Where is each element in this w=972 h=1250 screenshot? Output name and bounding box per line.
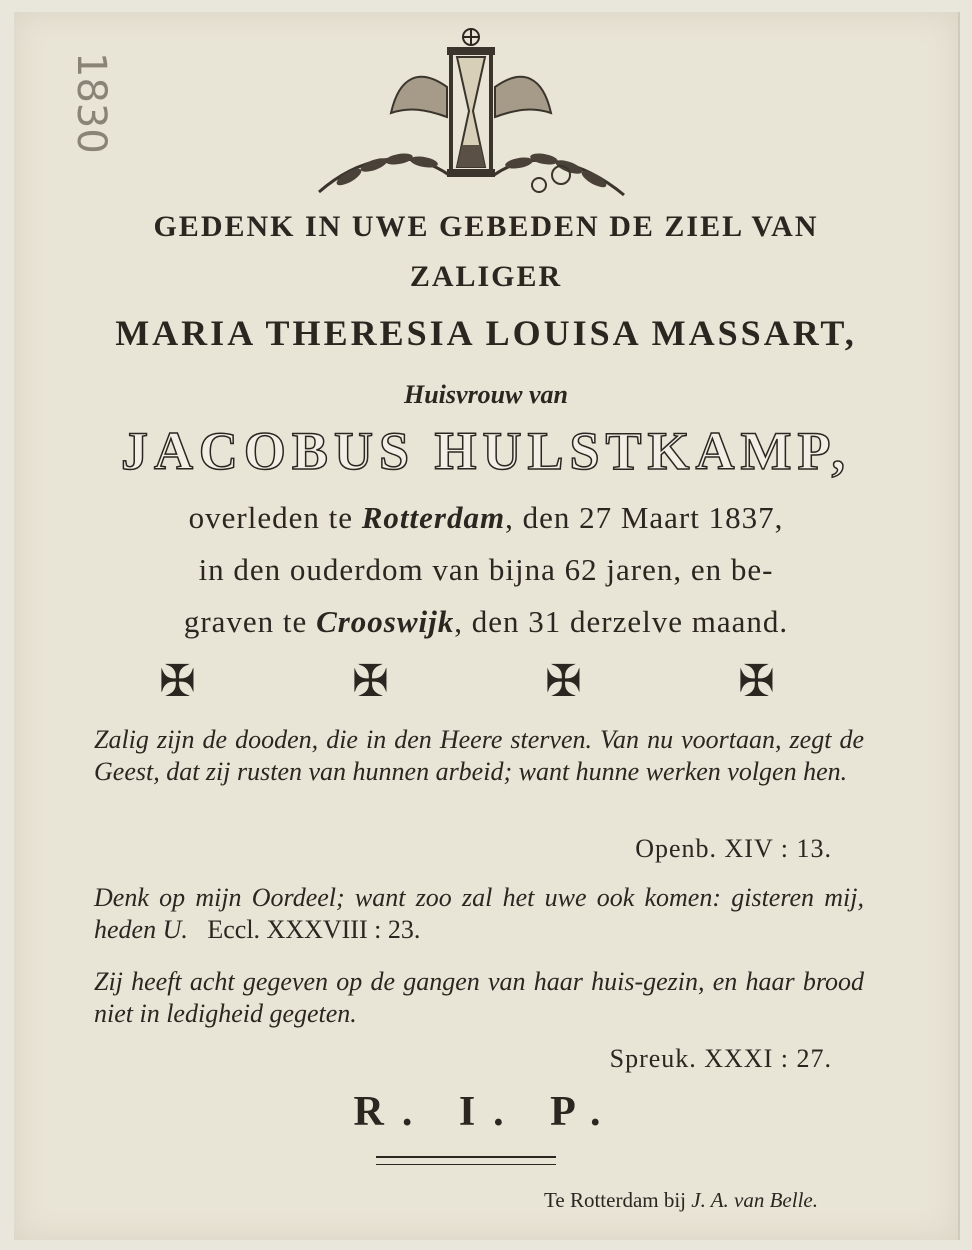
cross-icon: ✠	[159, 656, 196, 707]
scripture-quote-3: Zij heeft acht gegeven op de gangen van haar huis-gezin, en haar brood niet in ledigheid gegeten.	[94, 967, 864, 1028]
winged-hourglass-emblem	[299, 17, 644, 202]
heading-line-2: ZALIGER	[409, 260, 563, 293]
death-details-line-3: graven te Crooswijk, den 31 derzelve maand.	[183, 604, 789, 639]
death-place: Rotterdam	[361, 500, 506, 535]
cross-icon: ✠	[738, 656, 775, 707]
divider-rule	[376, 1156, 556, 1165]
death-details-line-1: overleden te Rotterdam, den 27 Maart 1837,	[188, 500, 784, 535]
scripture-ref-2: Eccl. XXXVIII : 23.	[207, 915, 421, 944]
death-details-line-2: in den ouderdom van bijna 62 jaren, en be-	[198, 552, 774, 587]
handwritten-number: 1830	[68, 52, 114, 154]
wife-of-label: Huisvrouw van	[404, 380, 568, 409]
burial-place: Crooswijk	[316, 604, 455, 639]
scripture-ref-1: Openb. XIV : 13.	[635, 834, 832, 863]
scripture-quote-1: Zalig zijn de dooden, die in den Heere sterven. Van nu voortaan, zegt de Geest, dat zij rusten van hunnen arbeid; want hunne werken volgen hen.	[94, 725, 864, 786]
scripture-quote-2: Denk op mijn Oordeel; want zoo zal het uwe ook komen: gisteren mij, heden U. Eccl. XXXVIII : 23.	[94, 883, 864, 944]
scripture-ref-3: Spreuk. XXXI : 27.	[609, 1044, 832, 1073]
husband-name: JACOBUS HULSTKAMP,	[120, 421, 852, 481]
printer-line: Te Rotterdam bij J. A. van Belle.	[544, 1188, 818, 1212]
memorial-card	[14, 12, 960, 1240]
deceased-name: MARIA THERESIA LOUISA MASSART,	[115, 313, 857, 353]
cross-icon: ✠	[352, 656, 389, 707]
heading-line-1: GEDENK IN UWE GEBEDEN DE ZIEL VAN	[153, 210, 819, 243]
cross-icon: ✠	[545, 656, 582, 707]
rip-heading: R. I. P.	[353, 1089, 619, 1135]
printer-name: J. A. van Belle.	[691, 1188, 818, 1212]
